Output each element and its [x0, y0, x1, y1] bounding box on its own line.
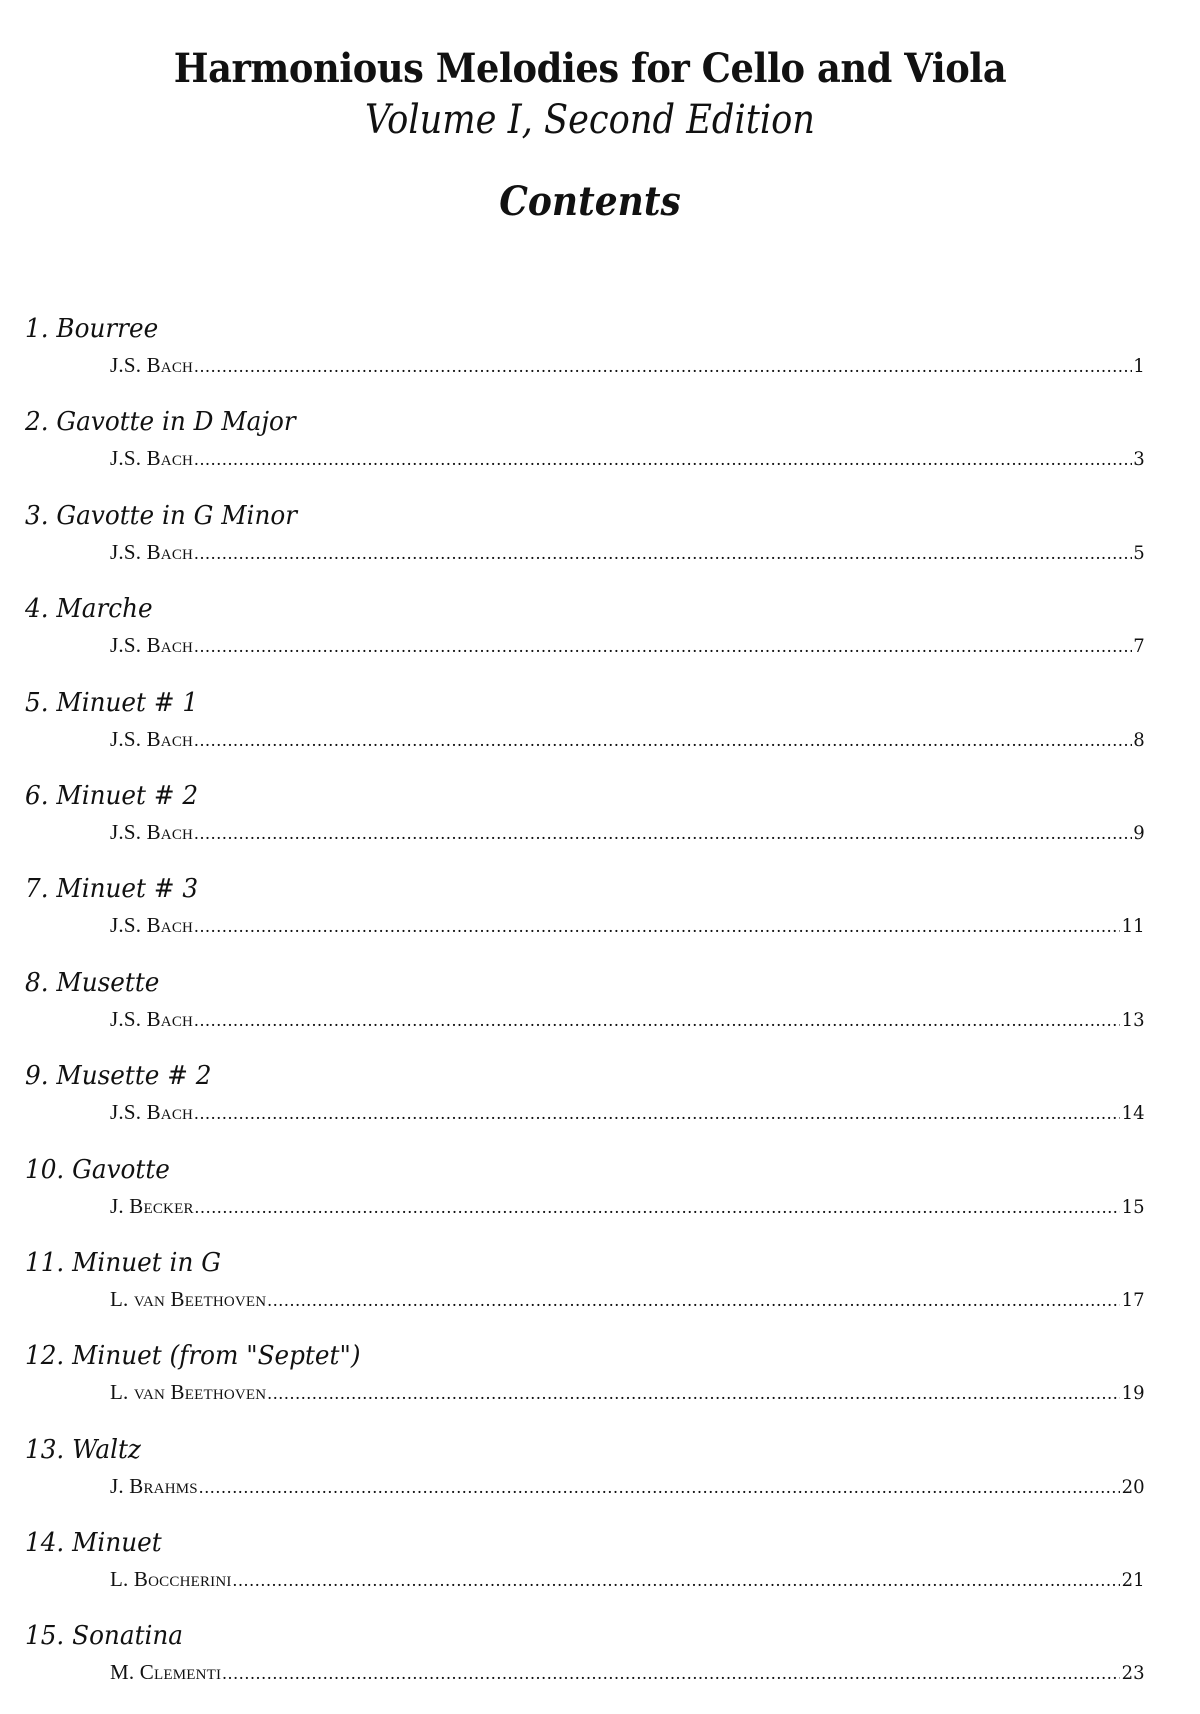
page-number: 17 [1121, 1288, 1145, 1311]
dot-leader [194, 820, 1132, 846]
entry-number: 11. [25, 1247, 65, 1278]
entry-composer-line [110, 1193, 1145, 1219]
entry-title-text: Musette # 2 [56, 1061, 212, 1092]
dot-leader [194, 1100, 1120, 1126]
entry-title [25, 1620, 183, 1652]
entry-number: 15. [25, 1621, 65, 1652]
dot-leader [267, 1287, 1119, 1313]
dot-leader [199, 1474, 1120, 1500]
composer: M. Clementi [110, 1660, 222, 1685]
toc-entry[interactable] [0, 1434, 1200, 1527]
page-number: 11 [1121, 915, 1145, 938]
entry-number: 12. [25, 1341, 65, 1372]
entry-number: 4. [25, 594, 49, 625]
dot-leader [194, 1007, 1120, 1033]
page-number: 1 [1133, 355, 1145, 377]
page-number: 5 [1133, 541, 1145, 564]
entry-title-text: Gavotte [72, 1154, 170, 1185]
entry-composer-line [110, 445, 1145, 471]
entry-composer-line [110, 726, 1145, 752]
entry-title [25, 1247, 221, 1279]
entry-title-text: Waltz [72, 1434, 141, 1465]
entry-title-text: Minuet # 1 [56, 687, 199, 718]
toc-entry[interactable] [0, 780, 1200, 873]
composer: J.S. Bach [110, 819, 194, 844]
entry-number: 5. [25, 687, 49, 718]
entry-title [25, 1527, 162, 1559]
toc-entry[interactable] [0, 406, 1200, 499]
composer: J.S. Bach [110, 633, 194, 658]
entry-title [25, 1434, 141, 1466]
toc-entry[interactable] [0, 967, 1200, 1060]
page-number: 23 [1121, 1662, 1145, 1685]
entry-title [25, 1340, 360, 1372]
toc-entry[interactable] [0, 1154, 1200, 1247]
composer: J.S. Bach [110, 539, 194, 564]
entry-title [25, 406, 296, 438]
page-number: 9 [1133, 821, 1145, 844]
entry-title [25, 313, 158, 345]
toc-entry[interactable] [0, 687, 1200, 780]
composer: L. van Beethoven [110, 1380, 267, 1405]
toc-entry[interactable] [0, 1340, 1200, 1433]
composer: J. Becker [110, 1193, 194, 1218]
entry-title [25, 967, 159, 999]
entry-number: 7. [25, 874, 49, 905]
toc-entry[interactable] [0, 1527, 1200, 1620]
page-title: Harmonious Melodies for Cello and Viola [173, 44, 1007, 92]
entry-title [25, 687, 198, 719]
entry-title [25, 1060, 212, 1092]
page-number: 20 [1121, 1475, 1145, 1498]
page-number: 8 [1133, 728, 1145, 751]
table-of-contents [0, 313, 1200, 1714]
composer: J.S. Bach [110, 446, 194, 471]
page-number: 14 [1121, 1102, 1145, 1125]
page-number: 3 [1133, 448, 1145, 471]
composer: L. Boccherini [110, 1567, 232, 1592]
entry-number: 9. [25, 1061, 49, 1092]
dot-leader [194, 446, 1132, 472]
entry-number: 6. [25, 780, 49, 811]
toc-entry[interactable] [0, 873, 1200, 966]
entry-title-text: Bourree [56, 314, 159, 344]
contents-heading: Contents [499, 178, 681, 225]
dot-leader [194, 540, 1132, 566]
entry-composer-line [110, 819, 1145, 845]
toc-entry[interactable] [0, 1060, 1200, 1153]
entry-title [25, 780, 198, 812]
entry-title-text: Musette [56, 967, 160, 998]
entry-composer-line [110, 632, 1145, 658]
composer: J.S. Bach [110, 1100, 194, 1125]
composer: J.S. Bach [110, 353, 194, 377]
entry-title-text: Minuet # 3 [56, 874, 199, 905]
entry-number: 3. [25, 500, 49, 531]
entry-number: 1. [25, 314, 49, 344]
entry-number: 2. [25, 407, 49, 438]
entry-number: 14. [25, 1528, 65, 1559]
entry-number: 10. [25, 1154, 65, 1185]
dot-leader [194, 353, 1132, 379]
entry-composer-line [110, 1659, 1145, 1685]
entry-composer-line [110, 1099, 1145, 1125]
page-number: 15 [1121, 1195, 1145, 1218]
dot-leader [267, 1380, 1119, 1406]
entry-title [25, 1154, 170, 1186]
entry-number: 13. [25, 1434, 65, 1465]
entry-composer-line [110, 1566, 1145, 1592]
toc-entry[interactable] [0, 500, 1200, 593]
entry-composer-line [110, 1379, 1145, 1405]
entry-title-text: Minuet # 2 [56, 780, 199, 811]
entry-title-text: Marche [56, 594, 153, 625]
composer: J.S. Bach [110, 726, 194, 751]
entry-composer-line [110, 352, 1145, 378]
dot-leader [194, 727, 1132, 753]
toc-entry[interactable] [0, 593, 1200, 686]
toc-entry[interactable] [0, 313, 1200, 406]
entry-number: 8. [25, 967, 49, 998]
entry-title-text: Minuet [72, 1528, 162, 1559]
page-number: 7 [1133, 635, 1145, 658]
composer: L. van Beethoven [110, 1286, 267, 1311]
composer: J. Brahms [110, 1473, 198, 1498]
entry-title [25, 500, 297, 532]
dot-leader [233, 1567, 1120, 1593]
composer: J.S. Bach [110, 1006, 194, 1031]
entry-composer-line [110, 1473, 1145, 1499]
entry-title [25, 873, 198, 905]
composer: J.S. Bach [110, 913, 194, 938]
dot-leader [222, 1660, 1120, 1686]
entry-title-text: Gavotte in D Major [56, 407, 296, 438]
entry-title [25, 593, 153, 625]
entry-composer-line [110, 1006, 1145, 1032]
entry-title-text: Sonatina [72, 1621, 184, 1652]
toc-entry[interactable] [0, 1247, 1200, 1340]
page-subtitle: Volume I, Second Edition [364, 97, 815, 143]
entry-title-text: Minuet (from "Septet") [72, 1341, 361, 1372]
entry-composer-line [110, 539, 1145, 565]
dot-leader [194, 633, 1132, 659]
dot-leader [194, 913, 1120, 939]
toc-entry[interactable] [0, 1620, 1200, 1713]
entry-composer-line [110, 912, 1145, 938]
page-number: 19 [1121, 1382, 1145, 1405]
page-number: 21 [1121, 1569, 1145, 1592]
page-number: 13 [1121, 1008, 1145, 1031]
dot-leader [195, 1194, 1120, 1220]
entry-title-text: Gavotte in G Minor [56, 500, 298, 531]
entry-title-text: Minuet in G [72, 1247, 221, 1278]
entry-composer-line [110, 1286, 1145, 1312]
